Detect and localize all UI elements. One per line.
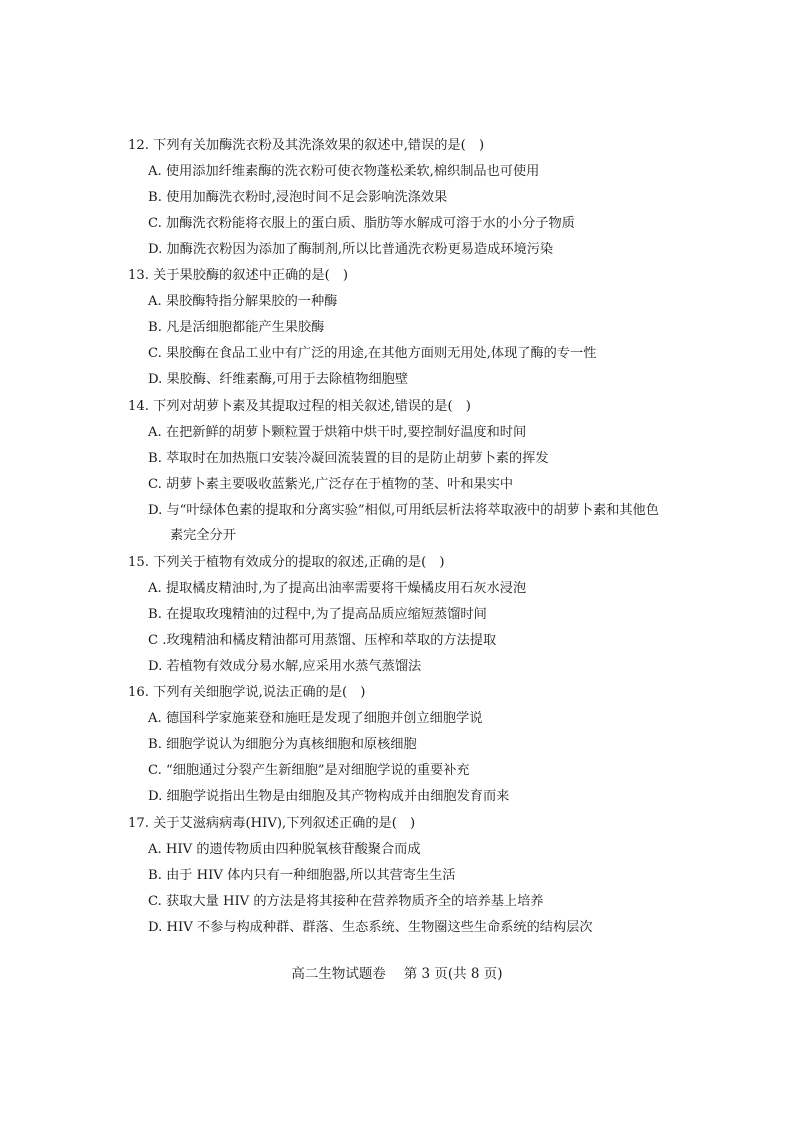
question-15-option-a: A. 提取橘皮精油时,为了提高出油率需要将干燥橘皮用石灰水浸泡 — [148, 581, 527, 596]
question-17-option-b: B. 由于 HIV 体内只有一种细胞器,所以其营寄生生活 — [148, 868, 456, 883]
page-footer: 高二生物试题卷 第 3 页(共 8 页) — [291, 966, 503, 982]
question-17-option-a: A. HIV 的遗传物质由四种脱氧核苷酸聚合而成 — [148, 842, 421, 857]
question-13-option-c: C. 果胶酶在食品工业中有广泛的用途,在其他方面则无用处,体现了酶的专一性 — [148, 346, 597, 361]
question-13-option-b: B. 凡是活细胞都能产生果胶酶 — [148, 320, 325, 335]
question-13-stem: 13. 关于果胶酶的叙述中正确的是( ) — [128, 268, 349, 283]
question-16-option-b: B. 细胞学说认为细胞分为真核细胞和原核细胞 — [148, 737, 417, 752]
question-14-option-b: B. 萃取时在加热瓶口安装冷凝回流装置的目的是防止胡萝卜素的挥发 — [148, 451, 549, 466]
question-14-option-c: C. 胡萝卜素主要吸收蓝紫光,广泛存在于植物的茎、叶和果实中 — [148, 477, 514, 492]
question-13-option-d: D. 果胶酶、纤维素酶,可用于去除植物细胞壁 — [148, 372, 409, 387]
question-15-option-d: D. 若植物有效成分易水解,应采用水蒸气蒸馏法 — [148, 659, 422, 674]
question-12-option-b: B. 使用加酶洗衣粉时,浸泡时间不足会影响洗涤效果 — [148, 190, 448, 205]
question-17-option-d: D. HIV 不参与构成种群、群落、生态系统、生物圈这些生命系统的结构层次 — [148, 920, 593, 935]
question-17-stem: 17. 关于艾滋病病毒(HIV),下列叙述正确的是( ) — [128, 816, 416, 831]
question-15-stem: 15. 下列关于植物有效成分的提取的叙述,正确的是( ) — [128, 555, 445, 570]
question-14-option-d: D. 与“叶绿体色素的提取和分离实验”相似,可用纸层析法将萃取液中的胡萝卜素和其他色 — [148, 503, 659, 518]
question-16-option-c: C. “细胞通过分裂产生新细胞”是对细胞学说的重要补充 — [148, 763, 470, 778]
question-14-option-d-continuation: 素完全分开 — [170, 528, 236, 543]
question-15-option-b: B. 在提取玫瑰精油的过程中,为了提高品质应缩短蒸馏时间 — [148, 607, 487, 622]
question-16-stem: 16. 下列有关细胞学说,说法正确的是( ) — [128, 685, 366, 700]
question-12-option-c: C. 加酶洗衣粉能将衣服上的蛋白质、脂肪等水解成可溶于水的小分子物质 — [148, 216, 575, 231]
question-15-option-c: C .玫瑰精油和橘皮精油都可用蒸馏、压榨和萃取的方法提取 — [148, 633, 497, 648]
question-12-option-d: D. 加酶洗衣粉因为添加了酶制剂,所以比普通洗衣粉更易造成环境污染 — [148, 242, 554, 257]
question-14-option-a: A. 在把新鲜的胡萝卜颗粒置于烘箱中烘干时,要控制好温度和时间 — [148, 425, 527, 440]
question-14-stem: 14. 下列对胡萝卜素及其提取过程的相关叙述,错误的是( ) — [128, 399, 471, 414]
question-16-option-a: A. 德国科学家施莱登和施旺是发现了细胞并创立细胞学说 — [148, 711, 483, 726]
question-13-option-a: A. 果胶酶特指分解果胶的一种酶 — [148, 294, 338, 309]
question-12-stem: 12. 下列有关加酶洗衣粉及其洗涤效果的叙述中,错误的是( ) — [128, 138, 485, 153]
question-12-option-a: A. 使用添加纤维素酶的洗衣粉可使衣物蓬松柔软,棉织制品也可使用 — [148, 164, 540, 179]
question-16-option-d: D. 细胞学说指出生物是由细胞及其产物构成并由细胞发育而来 — [148, 789, 510, 804]
question-17-option-c: C. 获取大量 HIV 的方法是将其接种在营养物质齐全的培养基上培养 — [148, 894, 544, 909]
